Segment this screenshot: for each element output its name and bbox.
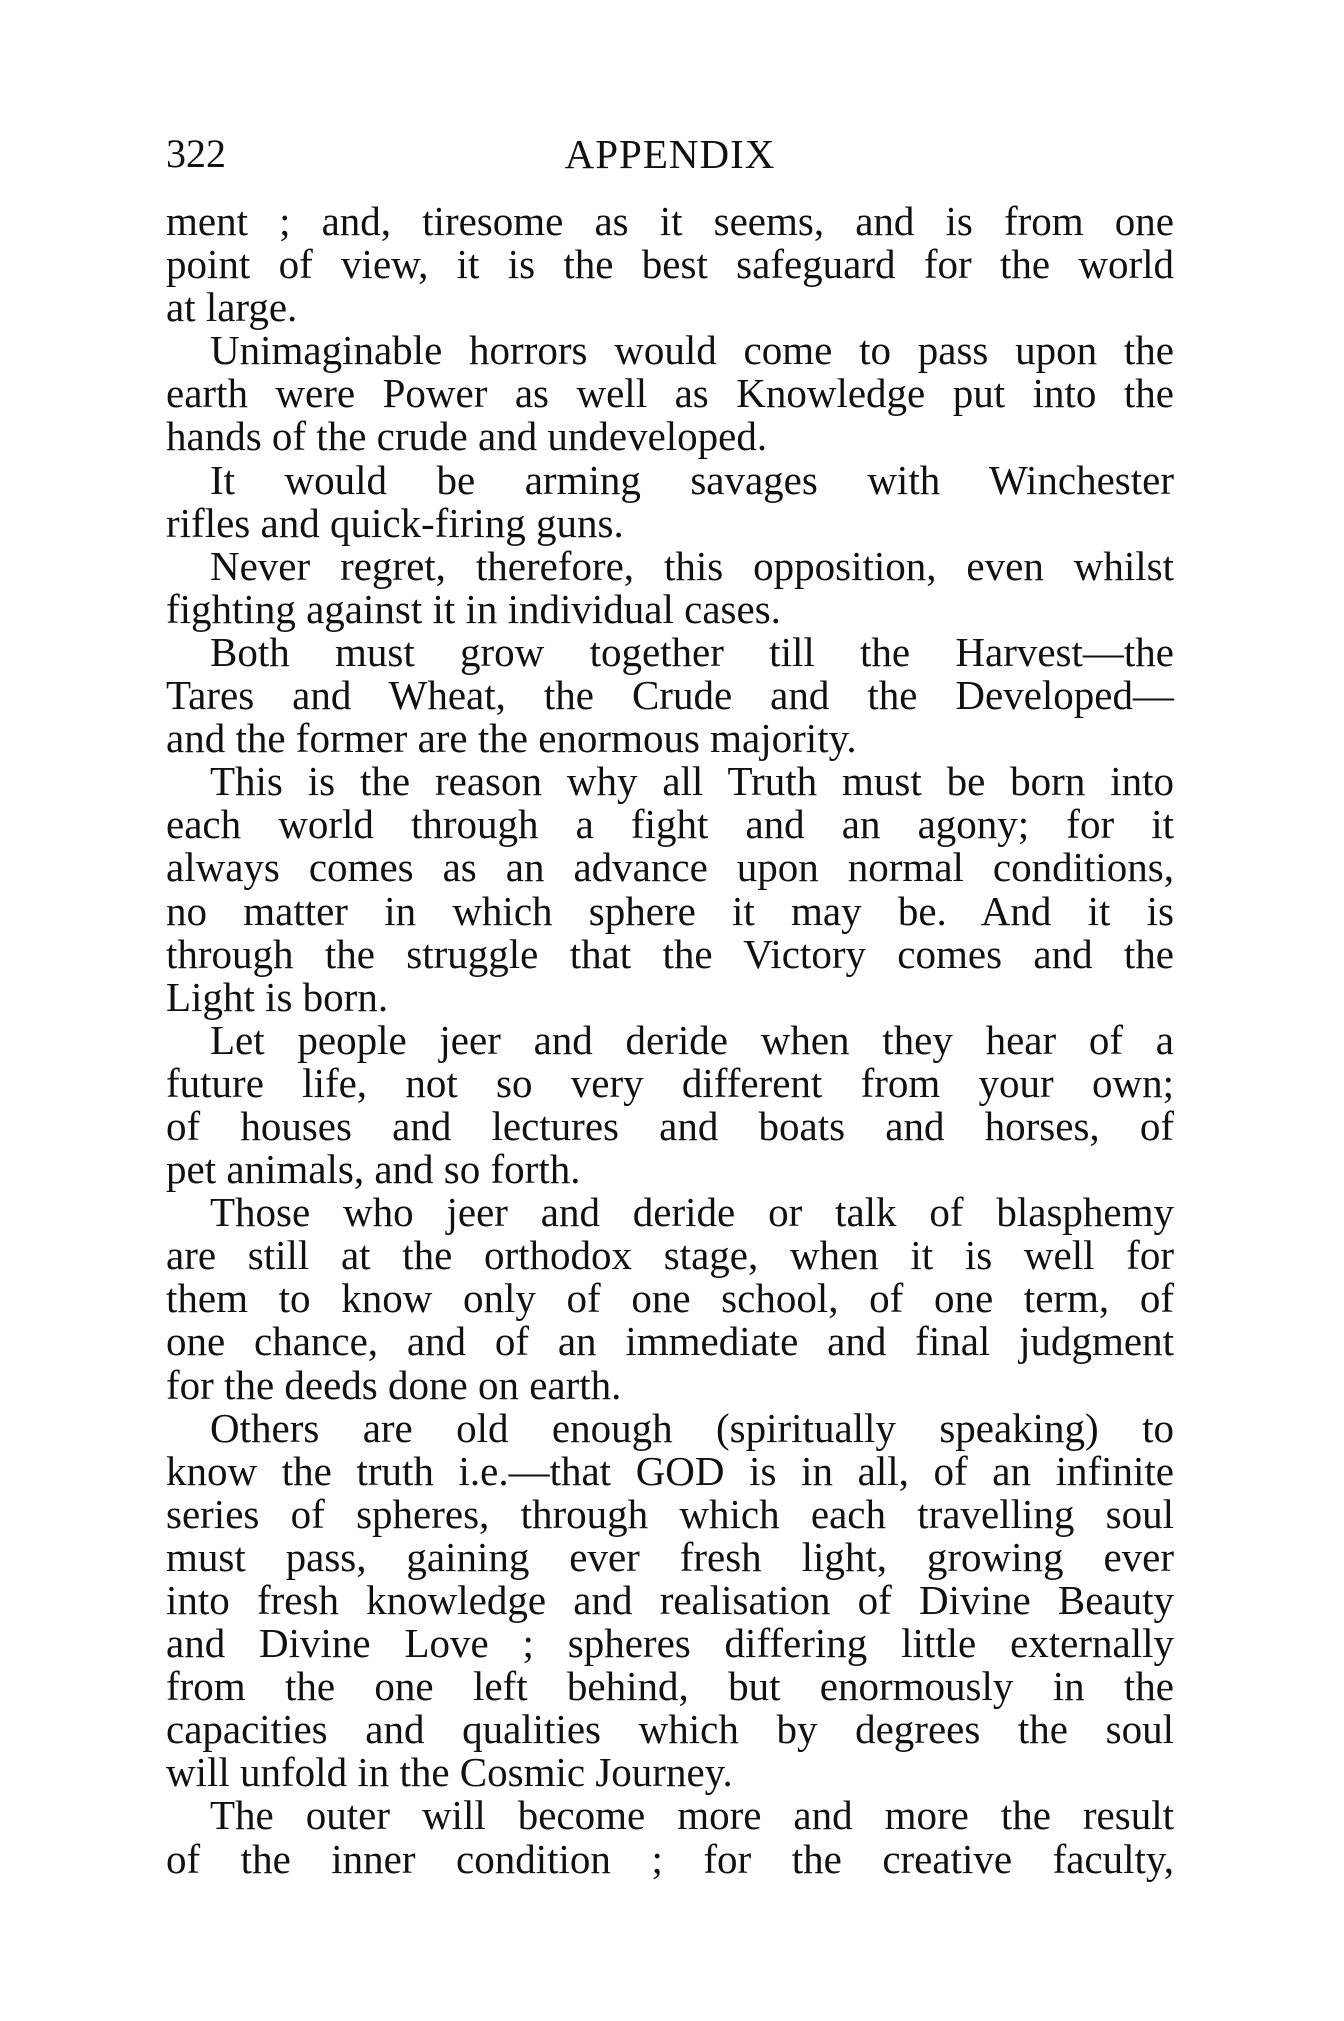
text-line: of the inner condition ; for the creative faculty, (166, 1835, 1174, 1882)
text-line: and the former are the enormous majority. (166, 715, 857, 762)
text-line: Others are old enough (spiritually speaking) to (210, 1404, 1174, 1451)
text-line: Both must grow together till the Harvest—the (210, 628, 1174, 675)
text-line: pet animals, and so forth. (166, 1146, 581, 1193)
text-line: future life, not so very different from your own; (166, 1059, 1174, 1106)
text-line: point of view, it is the best safeguard for the world (166, 241, 1174, 288)
page-number: 322 (166, 131, 226, 176)
text-line: no matter in which sphere it may be. And it is (166, 887, 1174, 934)
text-line: Light is born. (166, 973, 389, 1020)
text-line: know the truth i.e.—that GOD is in all, of an infinite (166, 1447, 1174, 1494)
text-line: It would be arming savages with Winchester (210, 456, 1174, 503)
text-line: rifles and quick-firing guns. (166, 499, 624, 546)
text-line: series of spheres, through which each travelling soul (166, 1490, 1174, 1537)
text-line: each world through a fight and an agony; for it (166, 801, 1174, 848)
text-line: into fresh knowledge and realisation of Divine Beauty (166, 1577, 1174, 1623)
text-line: Those who jeer and deride or talk of blasphemy (210, 1189, 1174, 1236)
text-line: ment ; and, tiresome as it seems, and is from one (166, 198, 1174, 244)
text-line: capacities and qualities which by degrees the soul (166, 1706, 1174, 1753)
text-line: for the deeds done on earth. (166, 1361, 622, 1408)
text-line: Unimaginable horrors would come to pass upon the (210, 327, 1174, 374)
text-line: Let people jeer and deride when they hear of a (210, 1016, 1174, 1063)
text-line: through the struggle that the Victory comes and the (166, 930, 1174, 977)
text-line: at large. (166, 284, 298, 331)
text-line: one chance, and of an immediate and final judgment (166, 1318, 1174, 1365)
text-line: earth were Power as well as Knowledge put into the (166, 370, 1174, 417)
text-line: fighting against it in individual cases. (166, 585, 781, 632)
text-line: of houses and lectures and boats and horses, of (166, 1102, 1174, 1149)
text-line: hands of the crude and undeveloped. (166, 413, 768, 460)
running-title: APPENDIX (564, 131, 776, 177)
text-line: and Divine Love ; spheres differing little externally (166, 1620, 1174, 1667)
text-line: always comes as an advance upon normal conditions, (166, 844, 1174, 891)
text-line: must pass, gaining ever fresh light, growing ever (166, 1533, 1174, 1580)
text-line: from the one left behind, but enormously in the (166, 1663, 1174, 1710)
text-line: will unfold in the Cosmic Journey. (166, 1749, 733, 1796)
text-line: them to know only of one school, of one term, of (166, 1275, 1174, 1322)
text-line: are still at the orthodox stage, when it is well for (166, 1232, 1174, 1279)
text-line: The outer will become more and more the result (210, 1792, 1174, 1839)
text-line: Never regret, therefore, this opposition, even whilst (210, 542, 1174, 589)
running-head (166, 126, 1174, 182)
body-text (166, 200, 1174, 1881)
text-line: Tares and Wheat, the Crude and the Developed— (166, 672, 1174, 719)
text-line: This is the reason why all Truth must be born into (210, 758, 1174, 805)
